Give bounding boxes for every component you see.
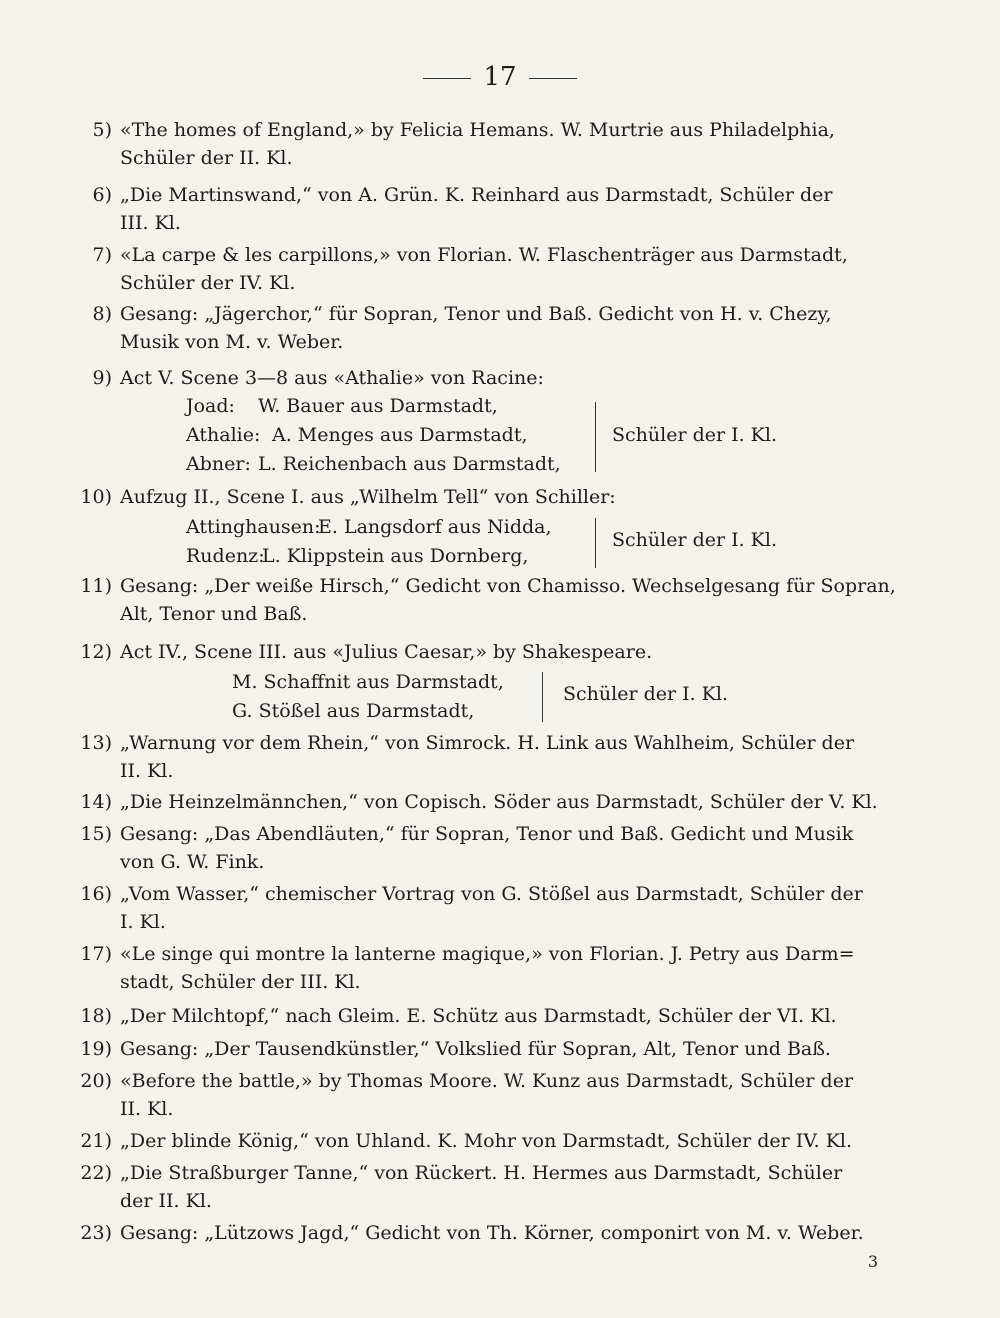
program-entry-23: [80, 1219, 890, 1247]
brace-bracket: [542, 672, 543, 722]
entry-line: «Le singe qui montre la lanterne magique,» von Florian. J. Petry aus Darm=: [120, 943, 855, 965]
cast-group-label: Schüler der I. Kl.: [563, 683, 728, 705]
entry-line: Aufzug II., Scene I. aus „Wilhelm Tell“ von Schiller:: [120, 486, 616, 508]
entry-line: III. Kl.: [120, 212, 181, 234]
entry-line: Alt, Tenor und Baß.: [120, 603, 308, 625]
entry-number: 12): [80, 641, 112, 663]
program-entry-5: [92, 116, 890, 172]
brace-bracket: [595, 518, 596, 568]
program-entry-14: [80, 788, 890, 816]
program-entry-17: [80, 940, 890, 996]
entry-number: 11): [80, 575, 112, 597]
entry-line: von G. W. Fink.: [120, 851, 265, 873]
program-entry-6: [92, 181, 890, 237]
entry-number: 10): [80, 486, 112, 508]
entry-number: 6): [92, 184, 112, 206]
cast-actor: L. Klippstein aus Dornberg,: [262, 545, 529, 567]
cast-role: Rudenz:: [186, 545, 265, 567]
entry-number: 5): [92, 119, 112, 141]
entry-number: 18): [80, 1005, 112, 1027]
entry-number: 7): [92, 244, 112, 266]
program-entry-21: [80, 1127, 890, 1155]
program-entry-19: [80, 1035, 890, 1063]
program-entry-16: [80, 880, 890, 936]
entry-line: Gesang: „Das Abendläuten,“ für Sopran, Tenor und Baß. Gedicht und Musik: [120, 823, 854, 845]
entry-number: 16): [80, 883, 112, 905]
cast-actor: E. Langsdorf aus Nidda,: [318, 516, 552, 538]
entry-line: II. Kl.: [120, 760, 174, 782]
cast-actor: G. Stößel aus Darmstadt,: [232, 700, 475, 722]
entry-number: 22): [80, 1162, 112, 1184]
entry-line: „Die Martinswand,“ von A. Grün. K. Reinhard aus Darmstadt, Schüler der: [120, 184, 833, 206]
cast-role: Joad:: [186, 395, 235, 417]
program-entry-20: [80, 1067, 890, 1123]
cast-actor: L. Reichenbach aus Darmstadt,: [258, 453, 561, 475]
entry-number: 14): [80, 791, 112, 813]
cast-actor: M. Schaffnit aus Darmstadt,: [232, 671, 504, 693]
header-rule-left: [423, 78, 471, 79]
program-entry-18: [80, 1002, 890, 1030]
entry-number: 9): [92, 367, 112, 389]
program-entry-10: [80, 483, 890, 511]
entry-line: „Die Straßburger Tanne,“ von Rückert. H. Hermes aus Darmstadt, Schüler: [120, 1162, 843, 1184]
brace-bracket: [595, 402, 596, 472]
entry-line: «Before the battle,» by Thomas Moore. W. Kunz aus Darmstadt, Schüler der: [120, 1070, 854, 1092]
entry-line: der II. Kl.: [120, 1190, 212, 1212]
entry-line: stadt, Schüler der III. Kl.: [120, 971, 361, 993]
entry-number: 19): [80, 1038, 112, 1060]
program-entry-9: [92, 364, 890, 392]
entry-line: Musik von M. v. Weber.: [120, 331, 344, 353]
header-rule-right: [529, 78, 577, 79]
entry-line: „Der blinde König,“ von Uhland. K. Mohr von Darmstadt, Schüler der IV. Kl.: [120, 1130, 853, 1152]
entry-line: Gesang: „Der Tausendkünstler,“ Volkslied für Sopran, Alt, Tenor und Baß.: [120, 1038, 831, 1060]
program-entry-8: [92, 300, 890, 356]
program-entry-13: [80, 729, 890, 785]
entry-line: II. Kl.: [120, 1098, 174, 1120]
entry-number: 15): [80, 823, 112, 845]
entry-number: 17): [80, 943, 112, 965]
cast-actor: W. Bauer aus Darmstadt,: [258, 395, 498, 417]
cast-role: Abner:: [186, 453, 251, 475]
entry-line: Schüler der II. Kl.: [120, 147, 293, 169]
entry-line: „Warnung vor dem Rhein,“ von Simrock. H. Link aus Wahlheim, Schüler der: [120, 732, 855, 754]
entry-number: 20): [80, 1070, 112, 1092]
program-entry-11: [80, 572, 896, 628]
entry-line: Gesang: „Jägerchor,“ für Sopran, Tenor und Baß. Gedicht von H. v. Chezy,: [120, 303, 832, 325]
entry-line: Act V. Scene 3—8 aus «Athalie» von Racine:: [120, 367, 544, 389]
cast-role: Attinghausen:: [186, 516, 321, 538]
signature-mark: 3: [867, 1252, 878, 1271]
entry-line: «La carpe & les carpillons,» von Florian. W. Flaschenträger aus Darmstadt,: [120, 244, 848, 266]
page-header: [0, 62, 1000, 92]
cast-actor: A. Menges aus Darmstadt,: [272, 424, 528, 446]
entry-line: „Der Milchtopf,“ nach Gleim. E. Schütz aus Darmstadt, Schüler der VI. Kl.: [120, 1005, 837, 1027]
entry-line: I. Kl.: [120, 911, 166, 933]
program-entry-7: [92, 241, 890, 297]
entry-line: Gesang: „Der weiße Hirsch,“ Gedicht von Chamisso. Wechselgesang für Sopran,: [120, 575, 896, 597]
entry-line: „Vom Wasser,“ chemischer Vortrag von G. Stößel aus Darmstadt, Schüler der: [120, 883, 863, 905]
cast-role: Athalie:: [186, 424, 261, 446]
entry-number: 21): [80, 1130, 112, 1152]
entry-number: 23): [80, 1222, 112, 1244]
entry-line: Act IV., Scene III. aus «Julius Caesar,» by Shakespeare.: [120, 641, 653, 663]
entry-line: „Die Heinzelmännchen,“ von Copisch. Söder aus Darmstadt, Schüler der V. Kl.: [120, 791, 878, 813]
cast-group-label: Schüler der I. Kl.: [612, 424, 777, 446]
page-number: 17: [483, 62, 517, 92]
entry-line: «The homes of England,» by Felicia Hemans. W. Murtrie aus Philadelphia,: [120, 119, 835, 141]
entry-line: Schüler der IV. Kl.: [120, 272, 296, 294]
program-entry-12: [80, 638, 890, 666]
entry-number: 8): [92, 303, 112, 325]
entry-line: Gesang: „Lützows Jagd,“ Gedicht von Th. Körner, componirt von M. v. Weber.: [120, 1222, 864, 1244]
program-entry-15: [80, 820, 890, 876]
entry-number: 13): [80, 732, 112, 754]
cast-group-label: Schüler der I. Kl.: [612, 529, 777, 551]
program-entry-22: [80, 1159, 890, 1215]
